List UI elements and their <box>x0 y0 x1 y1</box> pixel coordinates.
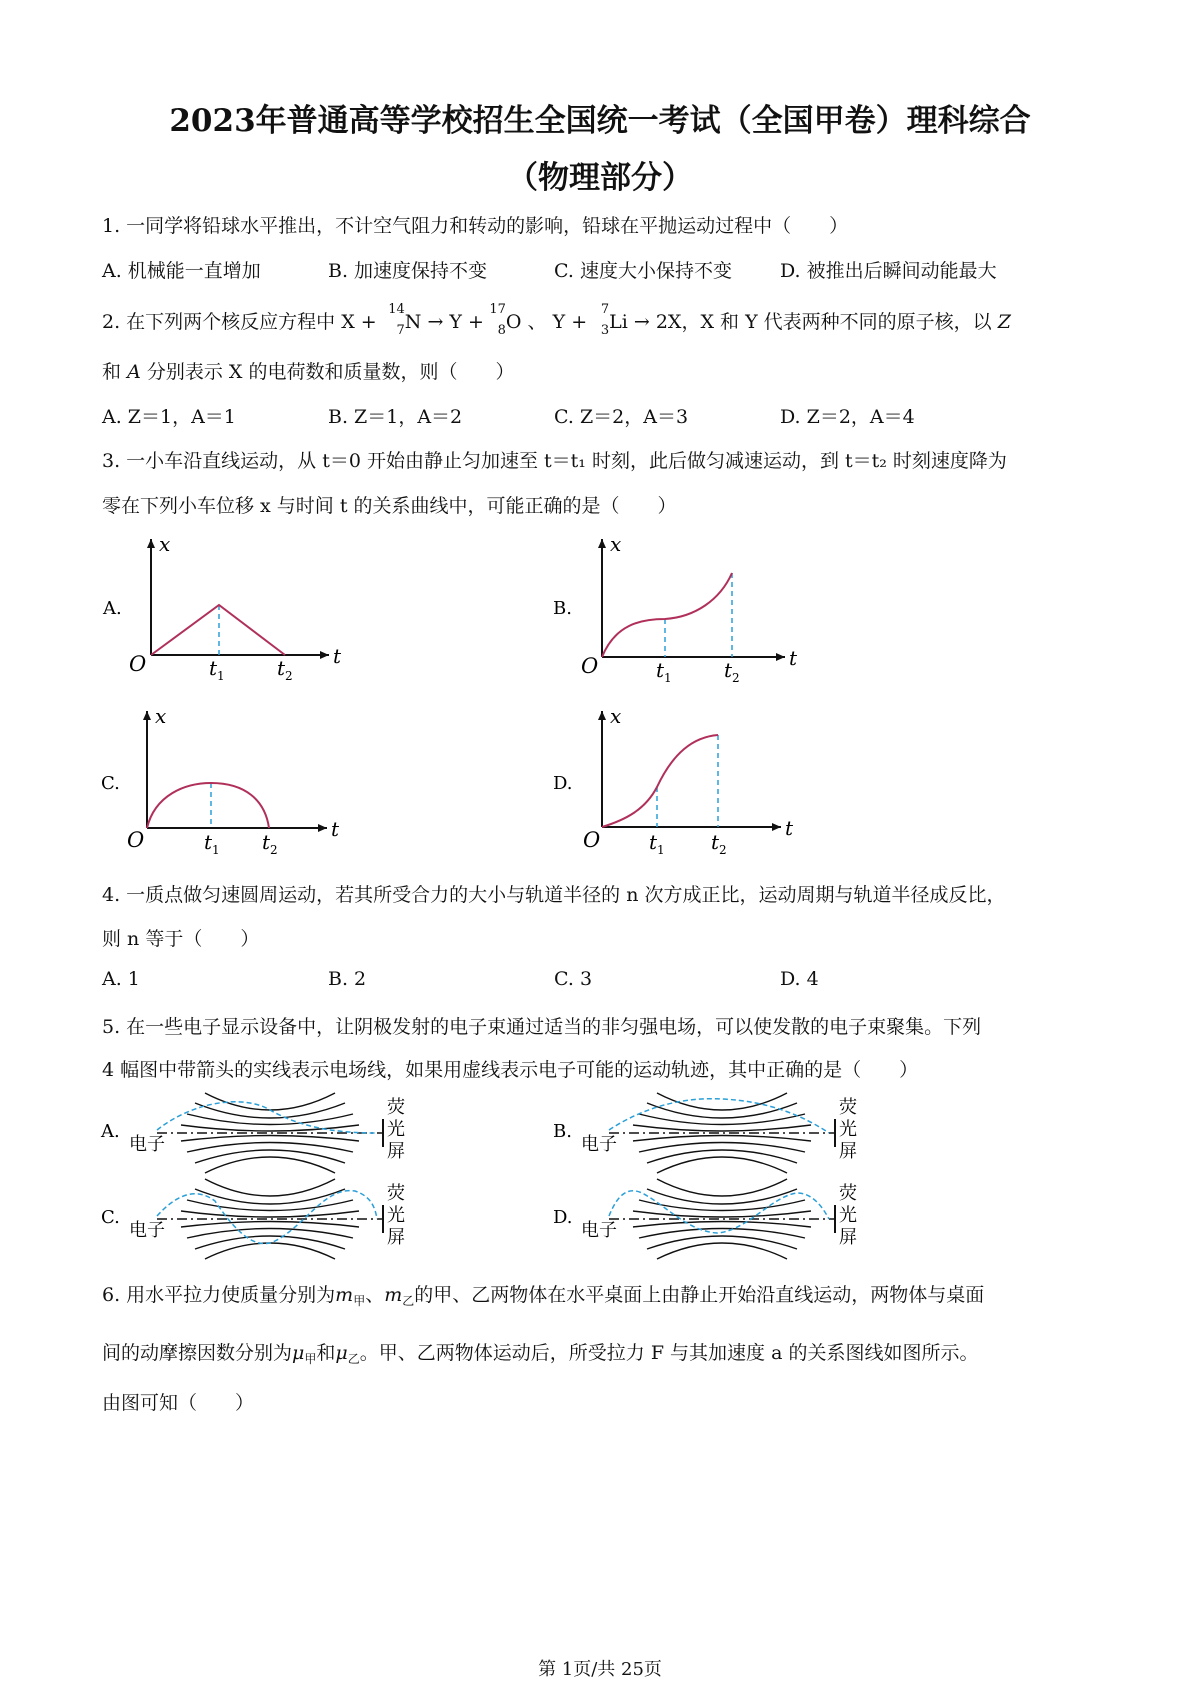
q4-option-c: C. 3 <box>554 968 593 990</box>
q6-stem-line1 <box>102 1280 984 1309</box>
q2-stem-line2 <box>102 357 514 384</box>
q1-stem: 1. 一同学将铅球水平推出，不计空气阻力和转动的影响，铅球在平抛运动过程中（ ） <box>102 215 849 237</box>
q2-z-var: Z <box>997 311 1011 333</box>
q5-stem-line1: 5. 在一些电子显示设备中，让阴极发射的电子束通过适当的非匀强电场，可以使发散的电子束聚集。下列 <box>102 1016 982 1038</box>
q4-option-b: B. 2 <box>328 968 367 990</box>
q5-figure-d <box>553 1179 857 1259</box>
q2-option-c: C. Z＝2，A＝3 <box>554 406 689 428</box>
q3-graph-c-t-label: t <box>331 817 340 841</box>
q6-line1-post: 的甲、乙两物体在水平桌面上由静止开始沿直线运动，两物体与桌面 <box>414 1284 985 1306</box>
q5-figure-a-screen-3: 屏 <box>387 1141 405 1162</box>
q3-graph-a-t1: $t_1$ <box>209 656 225 683</box>
q2-stem-line1 <box>102 302 1011 338</box>
q3-graph-c-t1: $t_1$ <box>204 830 220 857</box>
q3-graph-c-t2: $t_2$ <box>262 830 278 857</box>
q5-figure-b <box>553 1093 857 1173</box>
q3-graph-b-t-label: t <box>789 646 798 670</box>
q6-sep: 、 <box>365 1284 385 1306</box>
q4-option-d: D. 4 <box>780 968 819 990</box>
q5-figure-b-electron: 电子 <box>581 1134 617 1155</box>
q3-graph-c-x-label: x <box>155 704 167 728</box>
q3-graph-c <box>101 704 340 857</box>
q2-arrow-1: → <box>427 311 444 333</box>
q3-graph-d-t1: $t_1$ <box>649 830 665 857</box>
q3-graph-d <box>553 704 794 857</box>
q2-a-var: A <box>127 361 141 383</box>
q5-figure-a <box>100 1093 405 1173</box>
q5-figure-a-screen-1: 荧 <box>387 1097 405 1118</box>
q2-arrow-2: → <box>633 311 650 333</box>
q1-option-d: D. 被推出后瞬间动能最大 <box>780 260 997 282</box>
q3-graph-d-origin: O <box>583 828 601 852</box>
q3-graph-c-curve <box>147 783 269 828</box>
q3-graph-a-origin: O <box>129 652 147 676</box>
q2-li-symbol: Li <box>609 311 628 333</box>
q6-line2-post: 。甲、乙两物体运动后，所受拉力 F 与其加速度 a 的关系图线如图所示。 <box>359 1342 979 1364</box>
q1-option-a: A. 机械能一直增加 <box>102 260 261 282</box>
page-footer: 第 1页/共 25页 <box>538 1659 662 1680</box>
q6-mu-yi: μ <box>335 1342 348 1364</box>
q3-graph-b-t1: $t_1$ <box>656 658 672 685</box>
q6-stem-line2 <box>102 1338 978 1367</box>
q2-two-x: 2X <box>655 311 682 333</box>
q2-li-nuclide-prefix: 7 3 <box>600 302 610 338</box>
q2-stem-pre: 2. 在下列两个核反应方程中 <box>102 311 336 333</box>
q6-mu-yi-sub: 乙 <box>347 1352 360 1366</box>
q5-figure-d-electron: 电子 <box>581 1220 617 1241</box>
q3-graph-b-label: B. <box>553 598 572 619</box>
q6-mu-jia: μ <box>292 1342 305 1364</box>
q3-graph-d-label: D. <box>553 773 573 794</box>
q3-graph-a-curve <box>151 605 285 655</box>
q6-line1-pre: 6. 用水平拉力使质量分别为 <box>102 1284 336 1306</box>
q3-graph-b-x-label: x <box>610 532 622 556</box>
q2-o-nuclide-prefix: 17 8 <box>489 302 506 338</box>
q1-option-c: C. 速度大小保持不变 <box>554 260 732 282</box>
q2-y-1: Y <box>449 311 462 333</box>
q6-m-yi: m <box>384 1284 403 1306</box>
q3-graphs <box>95 525 1095 865</box>
q5-figure-c <box>101 1179 405 1259</box>
q5-figure-b-label: B. <box>553 1121 572 1142</box>
q2-line2-post: 分别表示 X 的电荷数和质量数，则（ ） <box>146 361 515 383</box>
q5-figure-c-electron: 电子 <box>129 1220 165 1241</box>
page-subtitle: （物理部分） <box>507 160 693 196</box>
q3-graph-a <box>102 532 342 683</box>
q5-figure-b-screen-2: 光 <box>839 1119 857 1140</box>
q3-stem-line1: 3. 一小车沿直线运动，从 t＝0 开始由静止匀加速至 t＝t₁ 时刻，此后做匀减速运动，到 t＝t₂ 时刻速度降为 <box>102 450 1007 472</box>
q6-m-jia-sub: 甲 <box>353 1294 366 1308</box>
q6-m-jia: m <box>335 1284 354 1306</box>
q3-graph-d-x-label: x <box>610 704 622 728</box>
q3-graph-c-label: C. <box>101 773 120 794</box>
q2-y-2: Y <box>552 311 566 333</box>
q5-figure-c-screen-1: 荧 <box>387 1183 405 1204</box>
q5-figures <box>95 1085 1095 1260</box>
q5-figure-a-electron: 电子 <box>129 1134 165 1155</box>
q4-stem-line2: 则 n 等于（ ） <box>102 928 260 950</box>
q3-graph-d-t2: $t_2$ <box>711 830 727 857</box>
q5-figure-a-screen-2: 光 <box>387 1119 405 1140</box>
q3-graph-b-curve <box>602 573 732 657</box>
q2-n-nuclide-prefix: 14 7 <box>388 302 405 338</box>
q2-sep: 、 <box>527 311 547 333</box>
q3-graph-a-t-label: t <box>333 644 342 668</box>
q5-figure-b-screen-1: 荧 <box>839 1097 857 1118</box>
q5-figure-b-screen-3: 屏 <box>839 1141 857 1162</box>
q4-stem-line1: 4. 一质点做匀速圆周运动，若其所受合力的大小与轨道半径的 n 次方成正比，运动周期与轨道半径成反比， <box>102 884 1006 906</box>
q5-figure-d-label: D. <box>553 1207 573 1228</box>
q3-graph-a-label: A. <box>103 598 122 619</box>
q3-graph-a-x-label: x <box>159 532 171 556</box>
q2-option-a: A. Z＝1，A＝1 <box>102 406 236 428</box>
q2-plus-3: + <box>571 311 588 333</box>
q3-graph-c-origin: O <box>127 828 145 852</box>
q3-graph-d-t-label: t <box>785 816 794 840</box>
q2-n-symbol: N <box>404 311 422 333</box>
page-title: 2023年普通高等学校招生全国统一考试（全国甲卷）理科综合 <box>169 103 1031 139</box>
q5-figure-c-screen-2: 光 <box>387 1205 405 1226</box>
q5-figure-c-label: C. <box>101 1207 120 1228</box>
q3-graph-b-origin: O <box>581 654 599 678</box>
q6-mu-jia-sub: 甲 <box>304 1352 317 1366</box>
q2-option-b: B. Z＝1，A＝2 <box>328 406 463 428</box>
q5-figure-c-screen-3: 屏 <box>387 1227 405 1248</box>
q3-stem-line2: 零在下列小车位移 x 与时间 t 的关系曲线中，可能正确的是（ ） <box>102 495 677 517</box>
q4-option-a: A. 1 <box>102 968 140 990</box>
q2-option-d: D. Z＝2，A＝4 <box>780 406 915 428</box>
q6-m-yi-sub: 乙 <box>402 1294 415 1308</box>
q2-o-symbol: O <box>505 311 522 333</box>
q6-and: 和 <box>316 1342 336 1364</box>
q3-graph-b-t2: $t_2$ <box>724 658 740 685</box>
q2-plus-1: + <box>360 311 377 333</box>
q2-eq1-x: X <box>341 311 355 333</box>
q5-stem-line2: 4 幅图中带箭头的实线表示电场线，如果用虚线表示电子可能的运动轨迹，其中正确的是（ ） <box>102 1059 919 1081</box>
q5-figure-d-screen-1: 荧 <box>839 1183 857 1204</box>
q1-option-b: B. 加速度保持不变 <box>328 260 488 282</box>
q6-stem-line3: 由图可知（ ） <box>102 1392 255 1414</box>
q5-figure-d-screen-2: 光 <box>839 1205 857 1226</box>
q3-graph-d-curve <box>602 735 718 827</box>
q6-line2-pre: 间的动摩擦因数分别为 <box>102 1342 293 1364</box>
q2-stem-post: ，X 和 Y 代表两种不同的原子核，以 <box>681 311 992 333</box>
q3-graph-b <box>553 532 798 685</box>
q2-line2-pre: 和 <box>102 361 122 383</box>
q5-figure-d-screen-3: 屏 <box>839 1227 857 1248</box>
q5-figure-a-label: A. <box>101 1121 120 1142</box>
q2-plus-2: + <box>468 311 484 333</box>
q3-graph-a-t2: $t_2$ <box>277 656 293 683</box>
